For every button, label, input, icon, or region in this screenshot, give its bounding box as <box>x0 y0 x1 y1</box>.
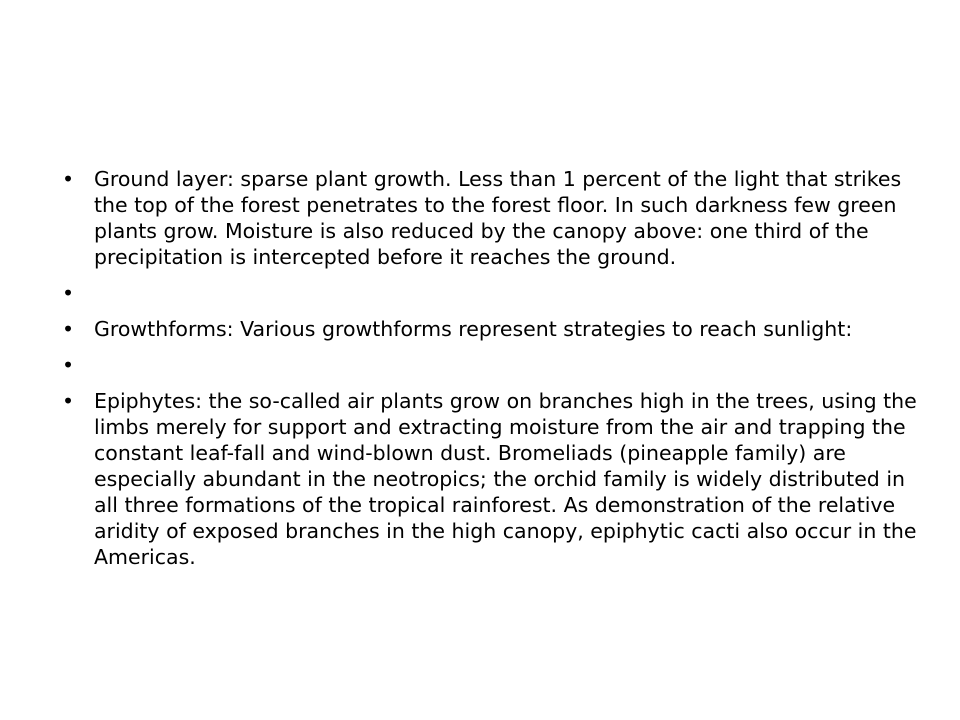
bullet-text <box>94 280 922 306</box>
bullet-item-ground-layer <box>62 166 922 270</box>
bullet-text: Ground layer: sparse plant growth. Less than 1 percent of the light that strikes the top of the forest penetrates to the forest floor. In such darkness few green plants grow. Moisture is also reduced by the canopy above: one third of the precipitation is intercepted before it reaches the ground. <box>94 167 902 269</box>
bullet-list <box>62 166 922 570</box>
bullet-text: Growthforms: Various growthforms represent strategies to reach sunlight: <box>94 317 853 341</box>
bullet-item-epiphytes <box>62 388 922 570</box>
bullet-icon: • <box>62 389 75 413</box>
bullet-item-empty-1 <box>62 280 922 306</box>
bullet-text: Epiphytes: the so-called air plants grow on branches high in the trees, using the limbs merely for support and extracting moisture from the air and trapping the constant leaf-fall and wind-blown dust. Bromeliads (pineapple family) are especially abundant in the neotropics; the orchid family is widely distributed in all three formations of the tropical rainforest. As demonstration of the relative aridity of exposed branches in the high canopy, epiphytic cacti also occur in the Americas. <box>94 389 917 569</box>
bullet-item-empty-2 <box>62 352 922 378</box>
bullet-item-growthforms <box>62 316 922 342</box>
bullet-icon: • <box>62 281 75 305</box>
bullet-icon: • <box>62 317 75 341</box>
slide-content <box>62 166 922 580</box>
bullet-text <box>94 352 922 378</box>
bullet-icon: • <box>62 167 75 191</box>
bullet-icon: • <box>62 353 75 377</box>
